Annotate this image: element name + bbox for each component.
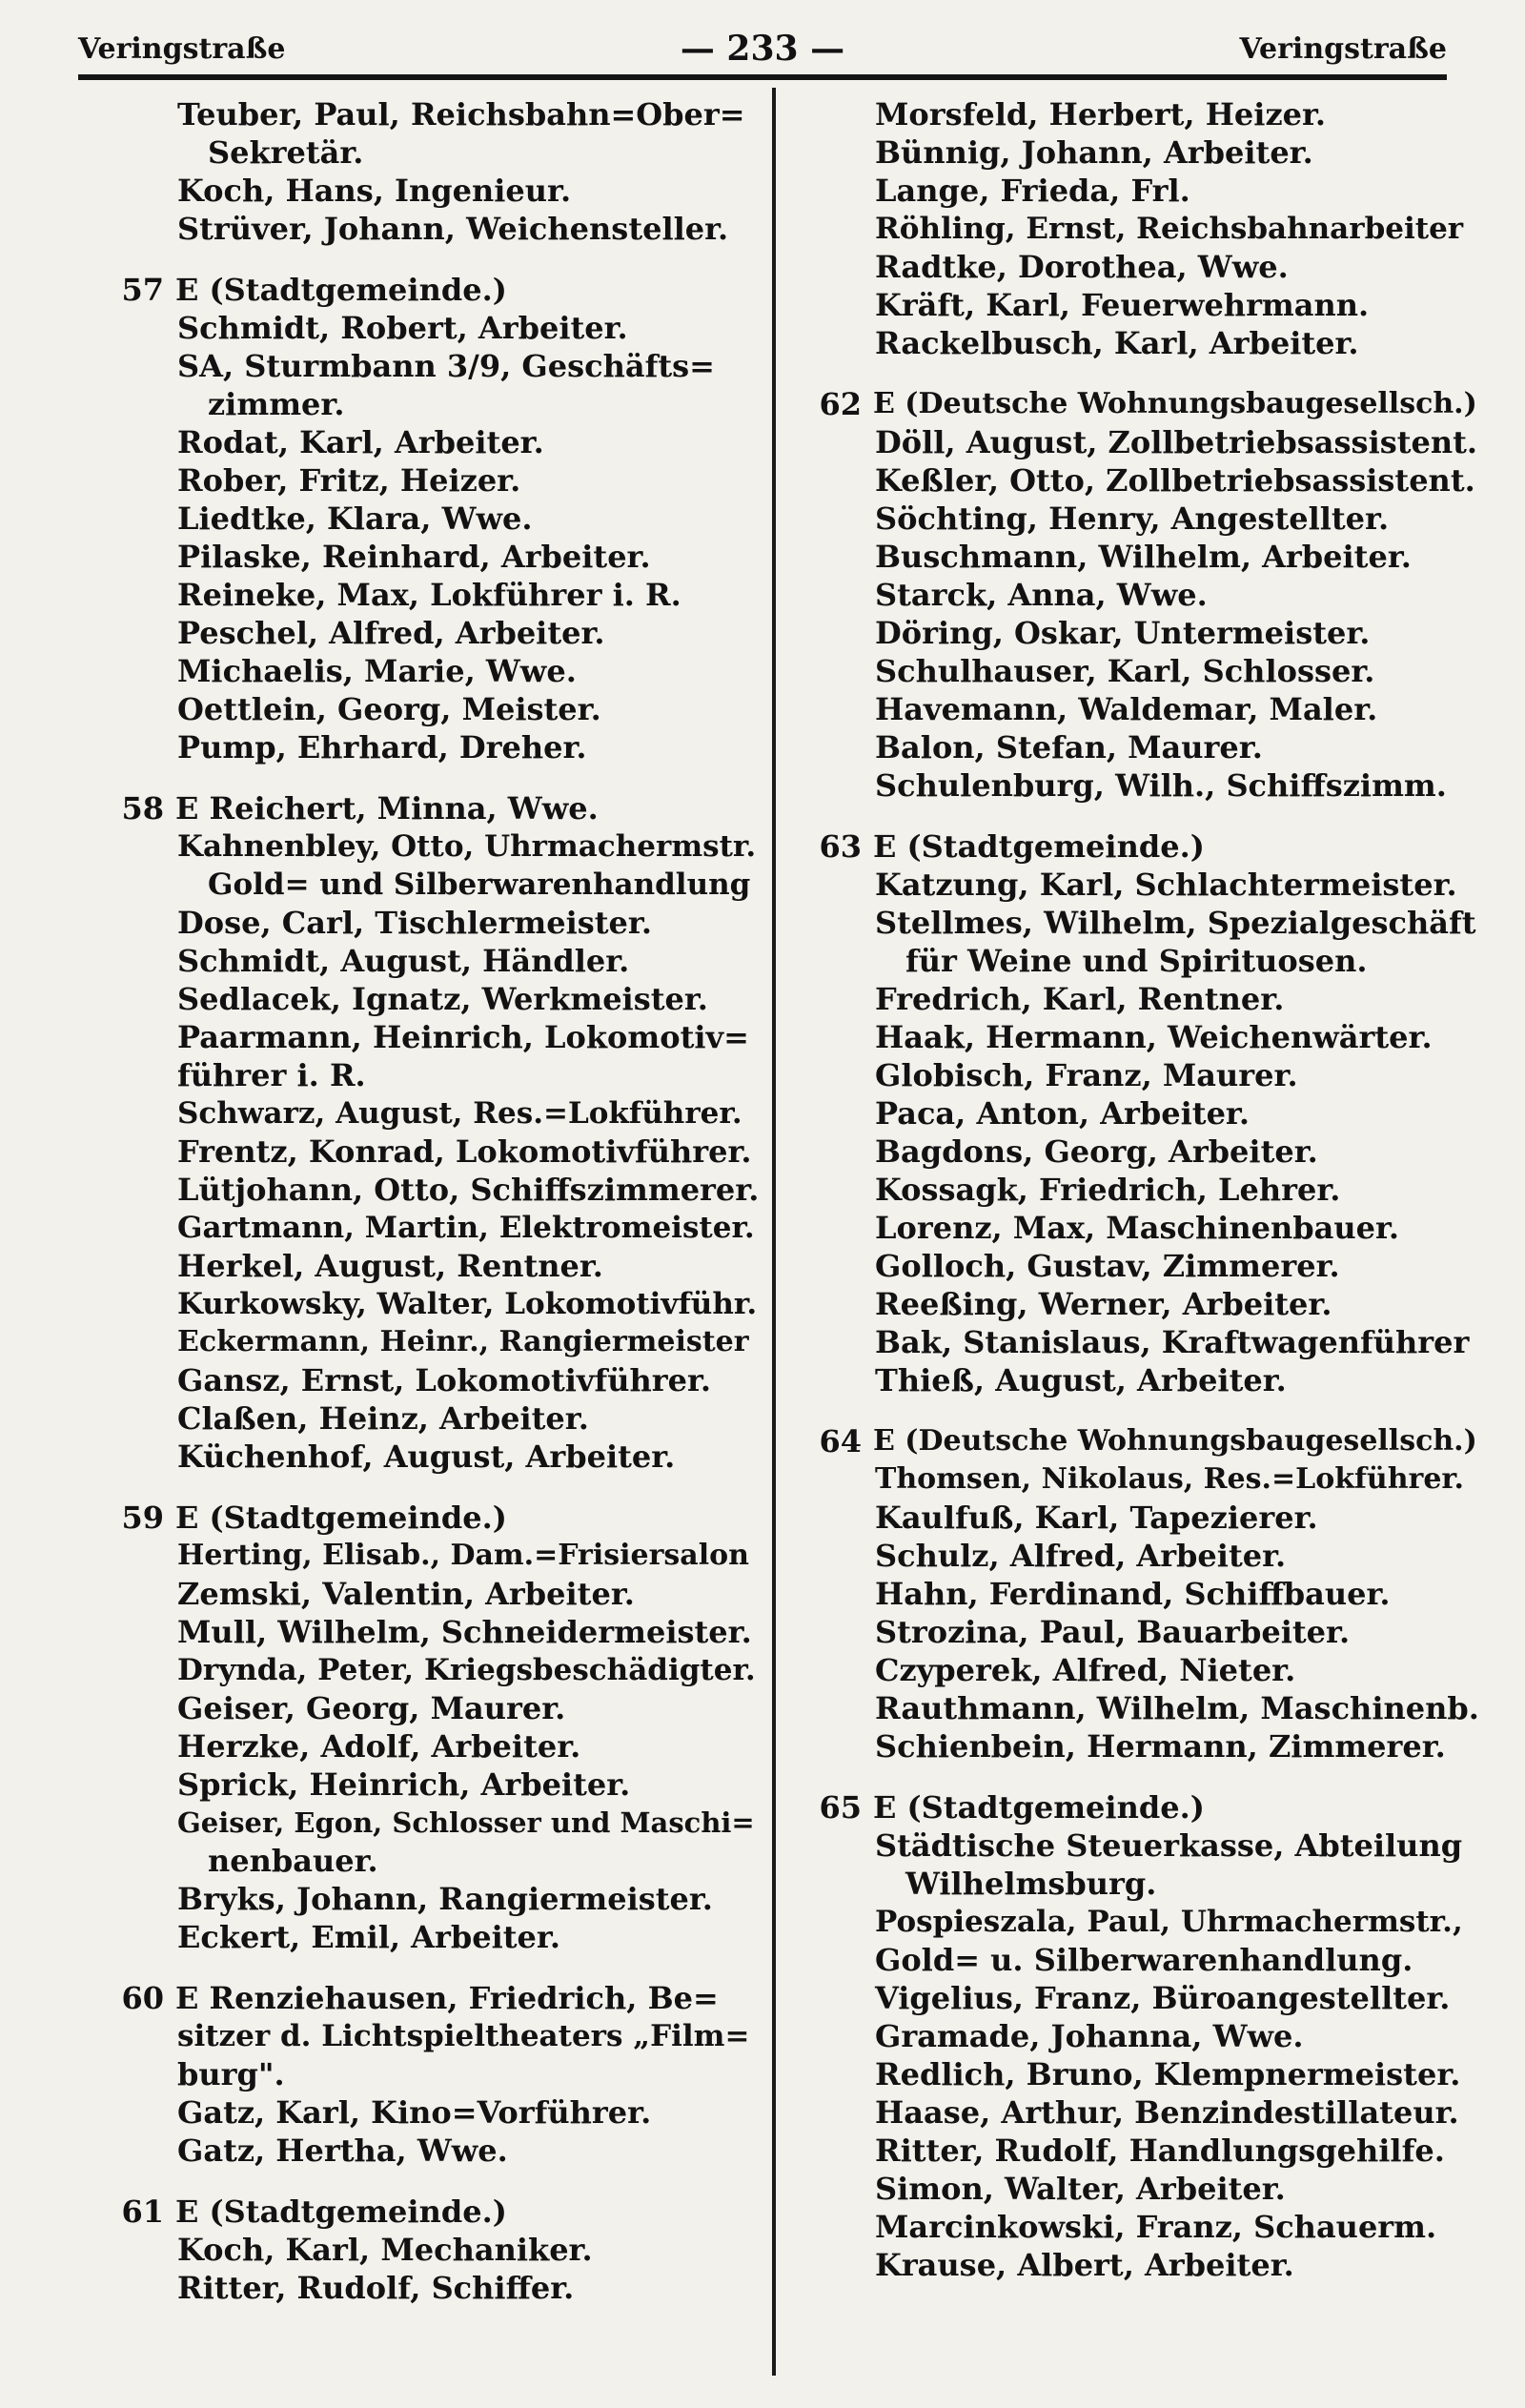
house-entry [103,271,759,766]
house-number: 63 [819,828,862,865]
resident-line: Balon, Stefan, Maurer. [875,729,1263,765]
resident-line: Globisch, Franz, Maurer. [875,1057,1298,1093]
resident-line: Radtke, Dorothea, Wwe. [875,249,1289,285]
resident-line: Eckermann, Heinr., Rangiermeister [177,1325,749,1358]
owner-line: E (Stadtgemeinde.) [175,272,507,308]
resident-line: Schulenburg, Wilh., Schiffszimm. [875,767,1447,804]
resident-line: Rackelbusch, Karl, Arbeiter. [875,325,1359,361]
resident-line: Czyperek, Alfred, Nieter. [875,1652,1296,1688]
resident-line: Gansz, Ernst, Lokomotivführer. [177,1362,712,1398]
resident-line: Schulz, Alfred, Arbeiter. [875,1538,1287,1574]
resident-line: Drynda, Peter, Kriegsbeschädigter. [177,1653,756,1687]
house-number: 60 [121,1980,164,2016]
resident-line: Katzung, Karl, Schlachtermeister. [875,867,1457,903]
resident-line: burg". [177,2056,285,2092]
resident-line: Kahnenbley, Otto, Uhrmachermstr. [177,829,757,864]
house-number: 57 [121,272,164,308]
resident-line: Eckert, Emil, Arbeiter. [177,1919,560,1955]
house-number: 65 [819,1789,862,1826]
resident-line: Wilhelmsburg. [905,1866,1157,1902]
header-street-right: Veringstraße [1239,32,1447,66]
resident-line: Ritter, Rudolf, Handlungsgehilfe. [875,2133,1445,2169]
resident-line: Redlich, Bruno, Klempnermeister. [875,2056,1461,2092]
owner-line: E (Deutsche Wohnungsbaugesellsch.) [873,387,1477,420]
house-entry [103,789,759,1476]
resident-line: Haase, Arthur, Benzindestillateur. [875,2094,1459,2131]
resident-line: Kaulfuß, Karl, Tapezierer. [875,1500,1318,1536]
house-entry [103,2193,759,2307]
resident-line: Kräft, Karl, Feuerwehrmann. [875,287,1370,323]
resident-line: Sekretär. [208,134,364,171]
house-number: 59 [121,1500,164,1536]
resident-line: Oettlein, Georg, Meister. [177,691,601,727]
resident-line: Frentz, Konrad, Lokomotivführer. [177,1133,752,1170]
resident-line: SA, Sturmbann 3/9, Geschäfts= [177,348,715,384]
resident-line: Golloch, Gustav, Zimmerer. [875,1248,1340,1284]
resident-line: Strozina, Paul, Bauarbeiter. [875,1614,1351,1650]
resident-line: Ritter, Rudolf, Schiffer. [177,2270,575,2306]
column-divider [772,88,776,2376]
resident-line: Bünnig, Johann, Arbeiter. [875,134,1313,171]
header-street-left: Veringstraße [78,32,286,66]
owner-line: E Reichert, Minna, Wwe. [175,790,599,826]
house-entry [801,1788,1479,2284]
resident-line: Bak, Stanislaus, Kraftwagenführer [875,1324,1470,1360]
resident-line: Reineke, Max, Lokführer i. R. [177,577,681,613]
house-number: 61 [121,2194,164,2230]
resident-line: Rober, Fritz, Heizer. [177,462,521,499]
resident-line: Strüver, Johann, Weichensteller. [177,211,729,247]
resident-line: Geiser, Egon, Schlosser und Maschi= [177,1806,755,1839]
resident-line: Gold= und Silberwarenhandlung [208,867,751,902]
owner-line: E (Stadtgemeinde.) [873,1789,1205,1826]
resident-line: Paarmann, Heinrich, Lokomotiv= [177,1019,749,1055]
resident-line: Starck, Anna, Wwe. [875,577,1208,613]
resident-line: Rauthmann, Wilhelm, Maschinenb. [875,1690,1479,1726]
house-entry [801,827,1479,1399]
resident-line: Buschmann, Wilhelm, Arbeiter. [875,539,1412,575]
house-entry [103,1979,759,2170]
resident-line: Schienbein, Hermann, Zimmerer. [875,1728,1446,1765]
resident-line: Reeßing, Werner, Arbeiter. [875,1286,1332,1322]
resident-line: Koch, Karl, Mechaniker. [177,2232,593,2268]
resident-line: Kossagk, Friedrich, Lehrer. [875,1172,1341,1208]
resident-line: Geiser, Georg, Maurer. [177,1690,566,1726]
resident-line: für Weine und Spirituosen. [905,943,1368,979]
house-number: 64 [819,1423,862,1459]
resident-line: Städtische Steuerkasse, Abteilung [875,1827,1463,1864]
resident-line: Gramade, Johanna, Wwe. [875,2018,1304,2054]
resident-line: Gatz, Hertha, Wwe. [177,2133,508,2169]
resident-line: Bagdons, Georg, Arbeiter. [875,1133,1318,1170]
resident-line: Simon, Walter, Arbeiter. [875,2171,1286,2207]
page-number: — 233 — [680,29,845,69]
resident-line: Haak, Hermann, Weichenwärter. [875,1019,1433,1055]
resident-line: Küchenhof, August, Arbeiter. [177,1439,676,1475]
resident-line: Michaelis, Marie, Wwe. [177,653,577,689]
left-column [103,95,759,2330]
resident-line: Schmidt, Robert, Arbeiter. [177,310,628,346]
house-number: 58 [121,790,164,826]
resident-line: Havemann, Waldemar, Maler. [875,691,1378,727]
resident-line: Zemski, Valentin, Arbeiter. [177,1576,635,1612]
resident-line: Bryks, Johann, Rangiermeister. [177,1881,713,1917]
resident-line: nenbauer. [208,1843,378,1879]
resident-line: Pilaske, Reinhard, Arbeiter. [177,539,651,575]
owner-line: E Renziehausen, Friedrich, Be= [175,1980,719,2016]
resident-line: Pump, Ehrhard, Dreher. [177,729,587,765]
resident-line: Marcinkowski, Franz, Schauerm. [875,2209,1437,2245]
resident-line: Schulhauser, Karl, Schlosser. [875,653,1375,689]
resident-line: Döll, August, Zollbetriebsassistent. [875,424,1478,460]
resident-line: Stellmes, Wilhelm, Spezialgeschäft [875,905,1476,941]
resident-line: Gatz, Karl, Kino=Vorführer. [177,2094,652,2131]
resident-line: Fredrich, Karl, Rentner. [875,981,1285,1017]
resident-line: Herting, Elisab., Dam.=Frisiersalon [177,1539,749,1572]
resident-line: Söchting, Henry, Angestellter. [875,500,1390,537]
resident-line: Teuber, Paul, Reichsbahn=Ober= [177,96,745,133]
resident-line: Thieß, August, Arbeiter. [875,1362,1287,1398]
resident-line: Herzke, Adolf, Arbeiter. [177,1728,581,1765]
resident-line: Sedlacek, Ignatz, Werkmeister. [177,981,708,1017]
resident-line: Röhling, Ernst, Reichsbahnarbeiter [875,212,1464,246]
resident-line: Mull, Wilhelm, Schneidermeister. [177,1614,752,1650]
resident-line: Claßen, Heinz, Arbeiter. [177,1400,589,1437]
house-entry [103,95,759,248]
resident-line: Thomsen, Nikolaus, Res.=Lokführer. [875,1462,1464,1496]
house-entry [801,95,1479,362]
resident-line: Sprick, Heinrich, Arbeiter. [177,1766,631,1803]
resident-line: Kurkowsky, Walter, Lokomotivführ. [177,1287,758,1321]
resident-line: Vigelius, Franz, Büroangestellter. [875,1980,1451,2016]
resident-line: Paca, Anton, Arbeiter. [875,1095,1250,1132]
resident-line: Döring, Oskar, Untermeister. [875,615,1371,651]
resident-line: zimmer. [208,386,345,422]
resident-line: Hahn, Ferdinand, Schiffbauer. [875,1576,1391,1612]
resident-line: Lorenz, Max, Maschinenbauer. [875,1210,1400,1246]
owner-line: E (Stadtgemeinde.) [175,1500,507,1536]
house-entry [103,1499,759,1956]
page-header [78,29,1447,72]
resident-line: Keßler, Otto, Zollbetriebsassistent. [875,462,1475,499]
resident-line: Dose, Carl, Tischlermeister. [177,905,652,941]
resident-line: Koch, Hans, Ingenieur. [177,173,572,209]
resident-line: sitzer d. Lichtspieltheaters „Film= [177,2019,750,2053]
resident-line: Liedtke, Klara, Wwe. [177,500,533,537]
resident-line: Schwarz, August, Res.=Lokführer. [177,1096,742,1131]
resident-line: Schmidt, August, Händler. [177,943,630,979]
owner-line: E (Deutsche Wohnungsbaugesellsch.) [873,1424,1477,1458]
resident-line: führer i. R. [177,1057,366,1093]
right-column [801,95,1479,2307]
house-number: 62 [819,386,862,422]
resident-line: Gold= u. Silberwarenhandlung. [875,1942,1413,1978]
resident-line: Gartmann, Martin, Elektromeister. [177,1211,755,1245]
resident-line: Pospieszala, Paul, Uhrmachermstr., [875,1905,1463,1939]
owner-line: E (Stadtgemeinde.) [873,828,1205,865]
resident-line: Morsfeld, Herbert, Heizer. [875,96,1327,133]
resident-line: Rodat, Karl, Arbeiter. [177,424,544,460]
resident-line: Krause, Albert, Arbeiter. [875,2247,1294,2283]
header-rule [78,74,1447,80]
resident-line: Herkel, August, Rentner. [177,1248,603,1284]
resident-line: Lange, Frieda, Frl. [875,173,1190,209]
house-entry [801,1422,1479,1765]
house-entry [801,385,1479,805]
resident-line: Peschel, Alfred, Arbeiter. [177,615,605,651]
owner-line: E (Stadtgemeinde.) [175,2194,507,2230]
resident-line: Lütjohann, Otto, Schiffszimmerer. [177,1172,760,1208]
